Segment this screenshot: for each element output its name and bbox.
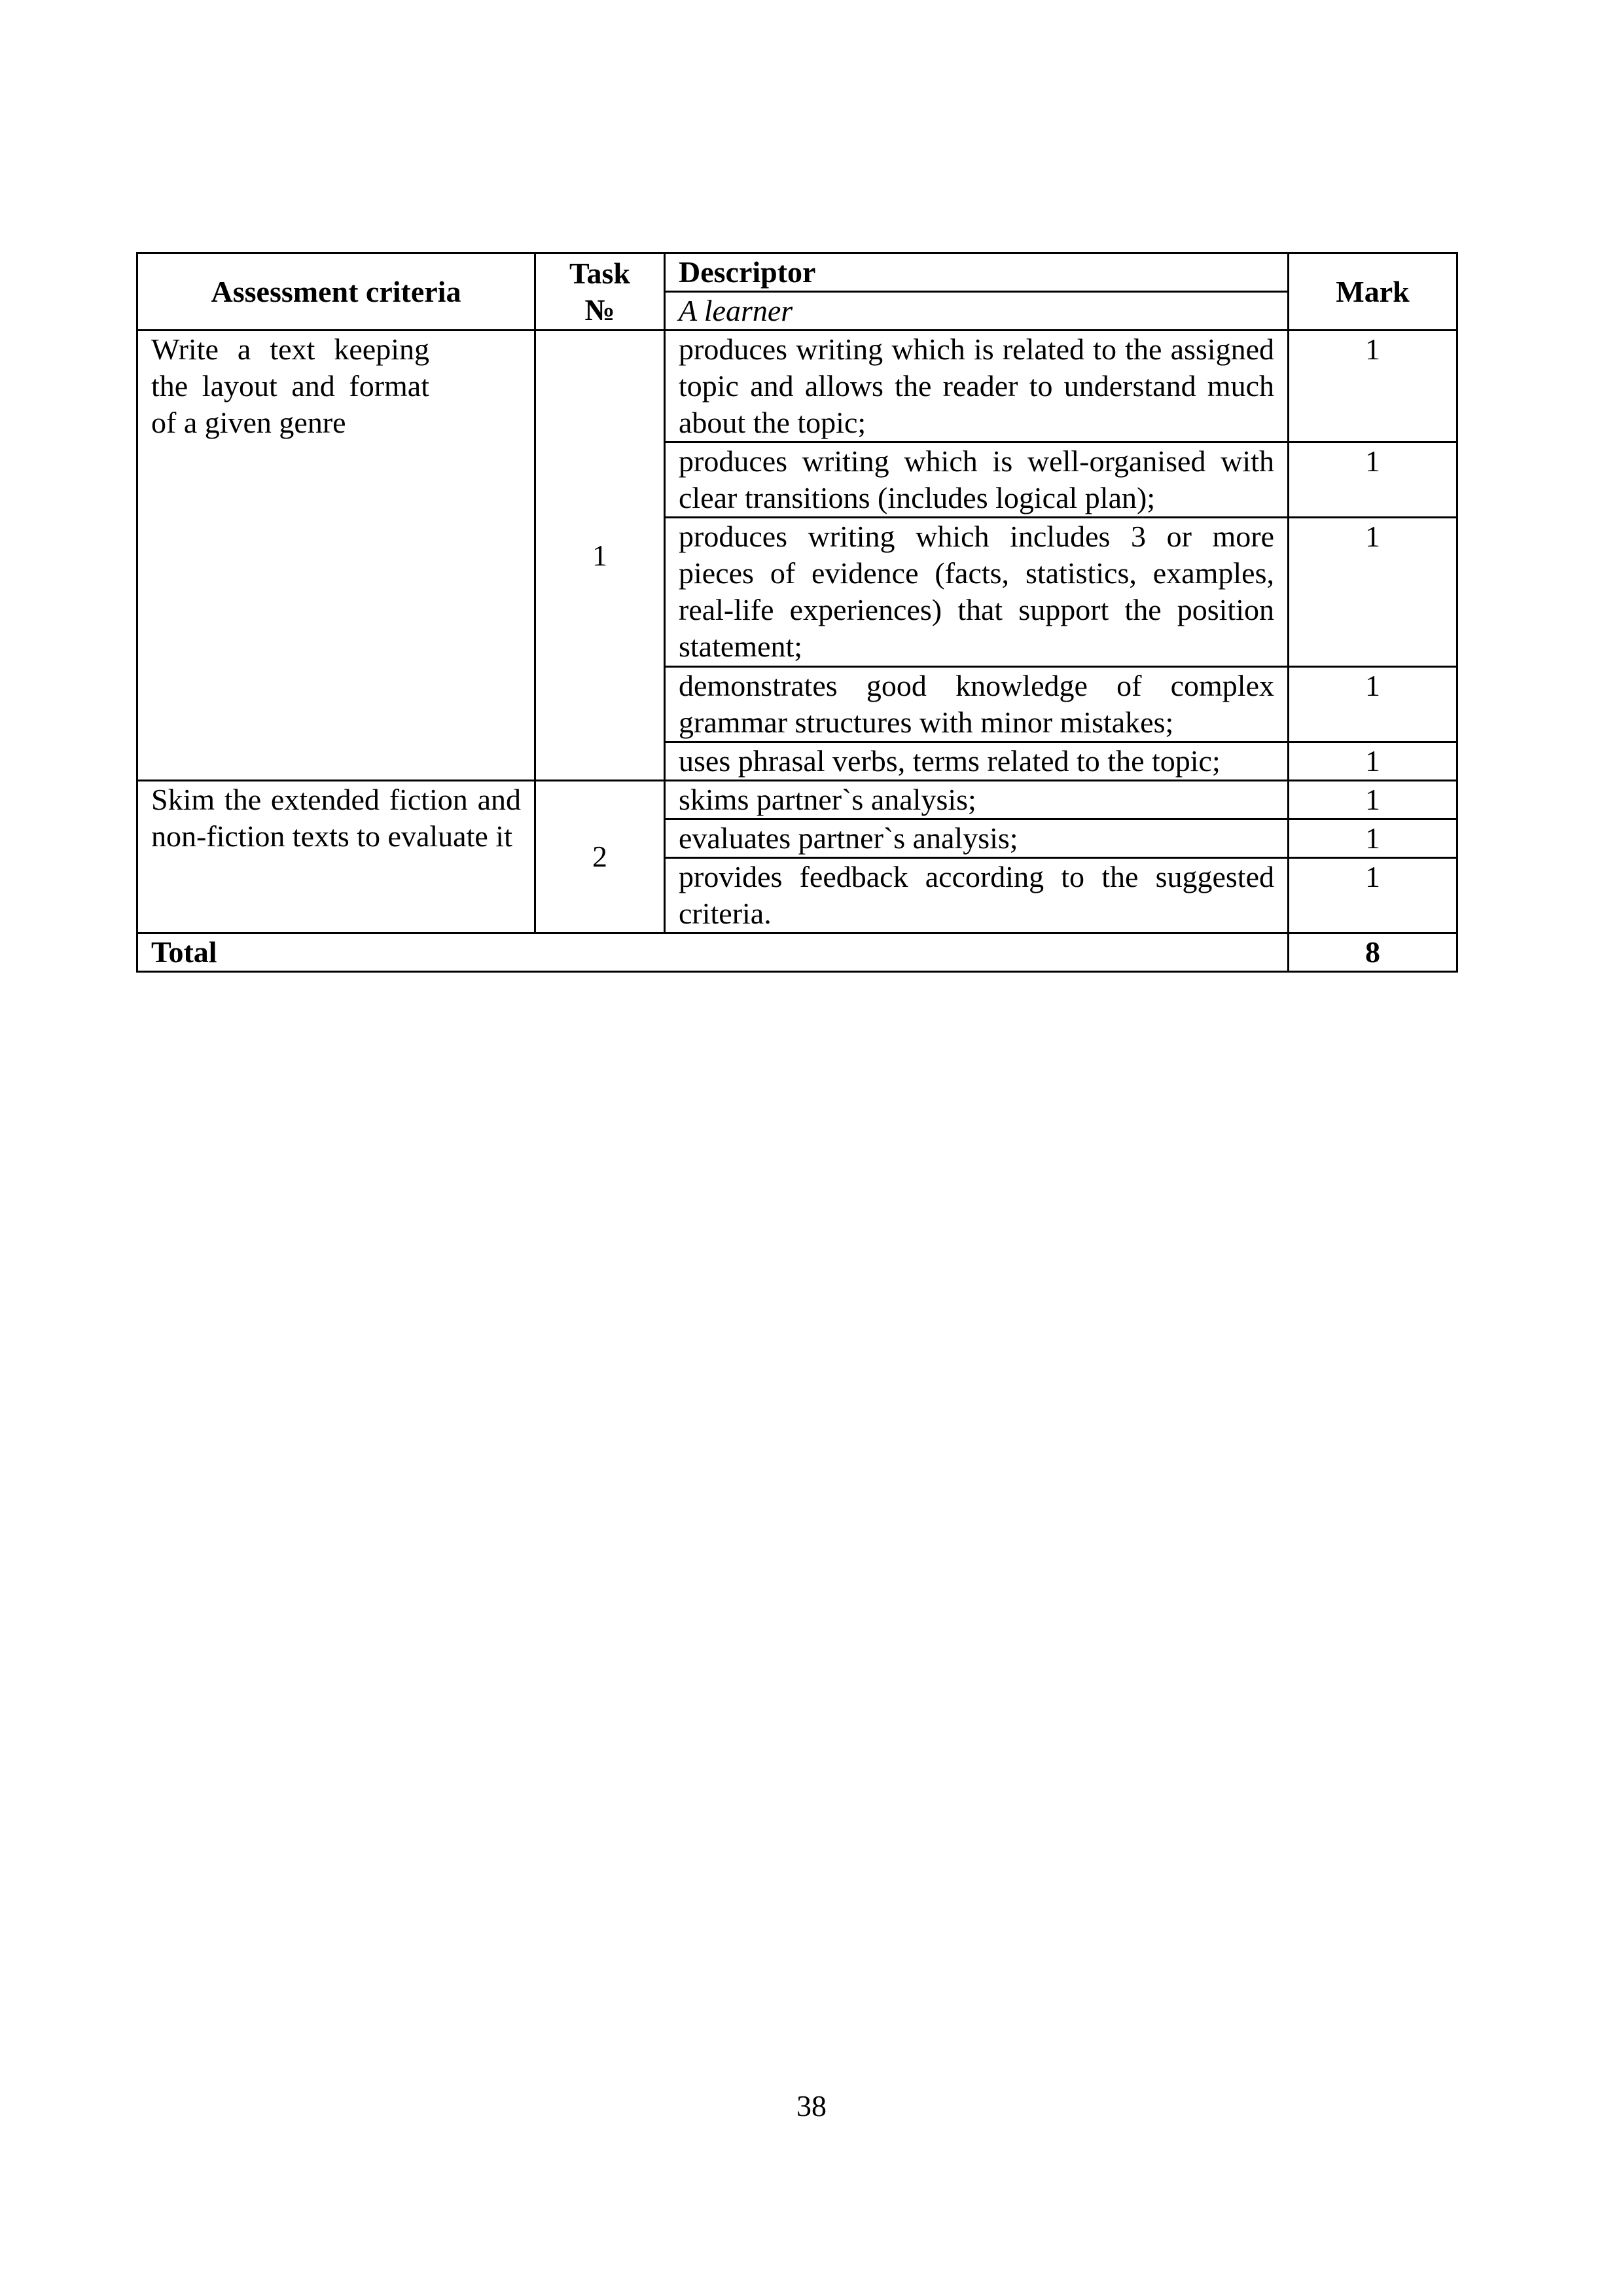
page-number: 38 bbox=[796, 2089, 827, 2123]
header-mark: Mark bbox=[1289, 253, 1457, 331]
mark-cell: 1 bbox=[1289, 442, 1457, 518]
mark-cell: 1 bbox=[1289, 819, 1457, 858]
table-row bbox=[137, 331, 1457, 442]
total-mark: 8 bbox=[1289, 933, 1457, 972]
task-number-cell-1: 1 bbox=[535, 331, 665, 781]
header-a-learner: A learner bbox=[665, 292, 1289, 331]
descriptor-cell: skims partner`s analysis; bbox=[665, 781, 1289, 819]
descriptor-cell: produces writing which includes 3 or more pieces of evidence (facts, statistics, examples, real-life experiences) that support the position statement; bbox=[665, 518, 1289, 667]
descriptor-cell: provides feedback according to the suggested criteria. bbox=[665, 858, 1289, 933]
mark-cell: 1 bbox=[1289, 742, 1457, 781]
assessment-rubric-table bbox=[136, 252, 1458, 973]
header-row bbox=[137, 253, 1457, 292]
mark-cell: 1 bbox=[1289, 518, 1457, 667]
criteria-cell-1: Write a text keeping the layout and format of a given genre bbox=[137, 331, 535, 781]
descriptor-cell: evaluates partner`s analysis; bbox=[665, 819, 1289, 858]
table-row bbox=[137, 781, 1457, 819]
header-task-number bbox=[535, 253, 665, 331]
mark-cell: 1 bbox=[1289, 667, 1457, 742]
descriptor-cell: demonstrates good knowledge of complex grammar structures with minor mistakes; bbox=[665, 667, 1289, 742]
total-row bbox=[137, 933, 1457, 972]
descriptor-cell: produces writing which is well-organised with clear transitions (includes logical plan); bbox=[665, 442, 1289, 518]
mark-cell: 1 bbox=[1289, 858, 1457, 933]
mark-cell: 1 bbox=[1289, 331, 1457, 442]
header-assessment-criteria: Assessment criteria bbox=[137, 253, 535, 331]
descriptor-cell: uses phrasal verbs, terms related to the topic; bbox=[665, 742, 1289, 781]
total-label: Total bbox=[137, 933, 1289, 972]
descriptor-cell: produces writing which is related to the assigned topic and allows the reader to understand much about the topic; bbox=[665, 331, 1289, 442]
header-task-label: Task bbox=[569, 256, 630, 290]
criteria-cell-2: Skim the extended fiction and non-fiction texts to evaluate it bbox=[137, 781, 535, 933]
header-number-sign: № bbox=[584, 293, 615, 327]
mark-cell: 1 bbox=[1289, 781, 1457, 819]
task-number-cell-2: 2 bbox=[535, 781, 665, 933]
header-descriptor: Descriptor bbox=[665, 253, 1289, 292]
